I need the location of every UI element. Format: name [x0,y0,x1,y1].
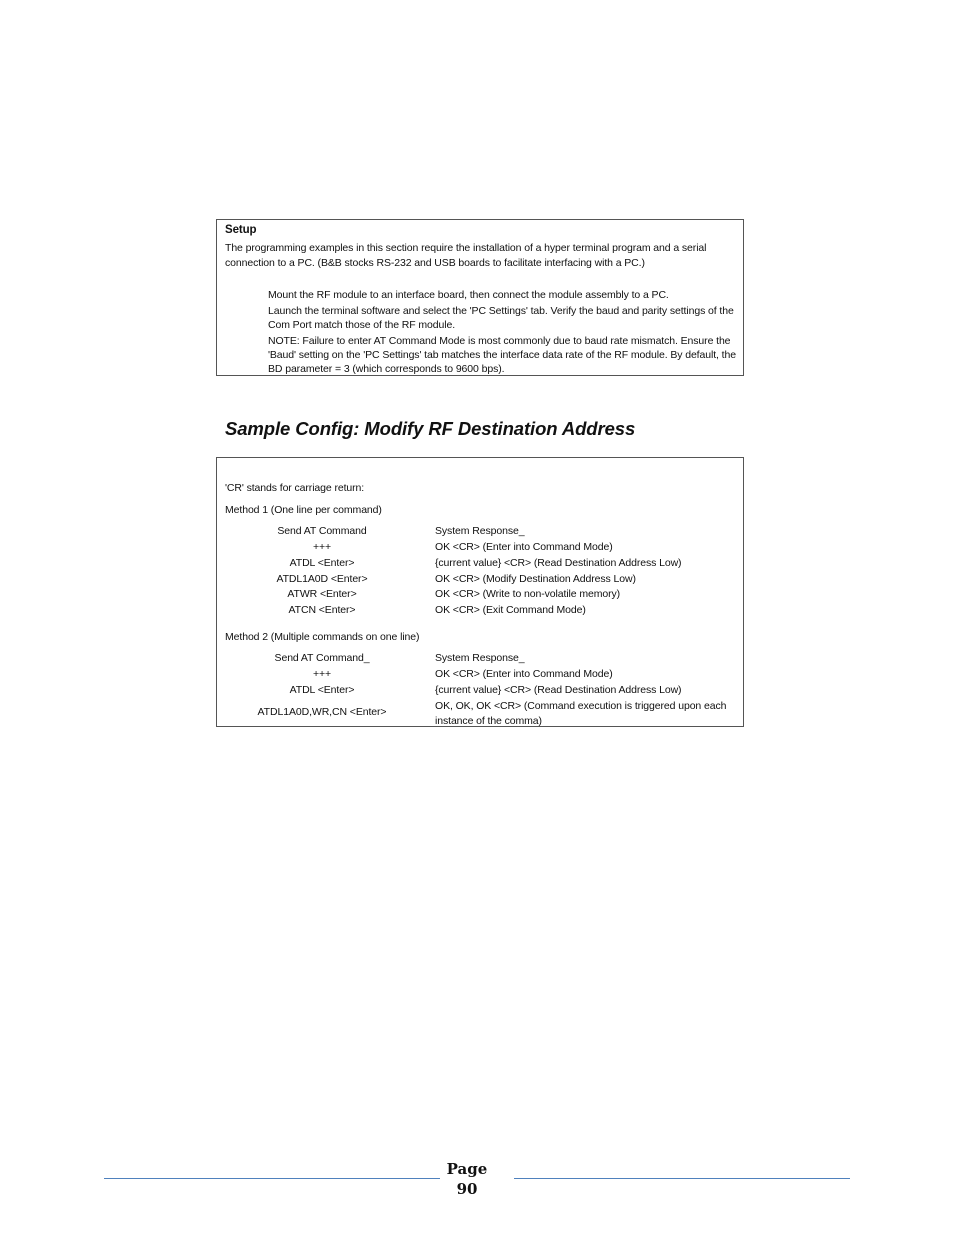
footer-rule-right [514,1178,850,1179]
page-label: Page [446,1160,488,1178]
method1-cmd-header: Send AT Command [277,525,367,537]
method1-cmd: ATCN <Enter> [288,604,356,616]
method2-cmd: ATDL1A0D,WR,CN <Enter> [257,706,387,718]
method1-resp-header: System Response_ [435,525,525,537]
footer-rule-left [104,1178,440,1179]
method1-title: Method 1 (One line per command) [225,504,382,516]
section-heading: Sample Config: Modify RF Destination Address [225,418,636,439]
method2-cmd: +++ [312,668,332,680]
method1-cmd: +++ [312,541,332,553]
method2-resp: {current value} <CR> (Read Destination Address Low) [435,684,682,696]
setup-title: Setup [225,224,257,236]
setup-steps [268,288,738,378]
method2-resp: OK <CR> (Enter into Command Mode) [435,668,613,680]
method1-resp: OK <CR> (Modify Destination Address Low) [435,573,636,585]
method1-cmd: ATDL1A0D <Enter> [276,573,368,585]
method1-resp: OK <CR> (Enter into Command Mode) [435,541,613,553]
method1-cmd: ATWR <Enter> [287,588,357,600]
method1-resp: {current value} <CR> (Read Destination Address Low) [435,557,682,569]
setup-box [216,219,744,376]
setup-step: Mount the RF module to an interface board, then connect the module assembly to a PC. [268,289,669,301]
method1-resp: OK <CR> (Write to non-volatile memory) [435,588,621,600]
method2-resp: OK, OK, OK <CR> (Command execution is triggered upon each instance of the comma) [435,700,727,727]
config-box [216,457,744,727]
method2-cmd: ATDL <Enter> [289,684,355,696]
setup-intro: The programming examples in this section require the installation of a hyper terminal program and a serial connection to a PC. (B&B stocks RS-232 and USB boards to facilitate interfacing with a PC.) [225,242,707,269]
cr-note: 'CR' stands for carriage return: [225,482,365,494]
method2-cmd-header: Send AT Command_ [274,652,370,664]
method2-title: Method 2 (Multiple commands on one line) [225,631,420,643]
method1-cmd: ATDL <Enter> [289,557,355,569]
setup-step: NOTE: Failure to enter AT Command Mode is most commonly due to baud rate mismatch. Ensure the 'Baud' setting on the 'PC Settings' tab matches the interface data rate of the RF module. By default, the BD parameter = 3 (which corresponds to 9600 bps). [268,334,736,376]
page-number: 90 [456,1180,478,1198]
method2-resp-header: System Response_ [435,652,525,664]
setup-step: Launch the terminal software and select the 'PC Settings' tab. Verify the baud and parity settings of the Com Port match those of the RF module. [268,304,734,331]
method1-resp: OK <CR> (Exit Command Mode) [435,604,586,616]
